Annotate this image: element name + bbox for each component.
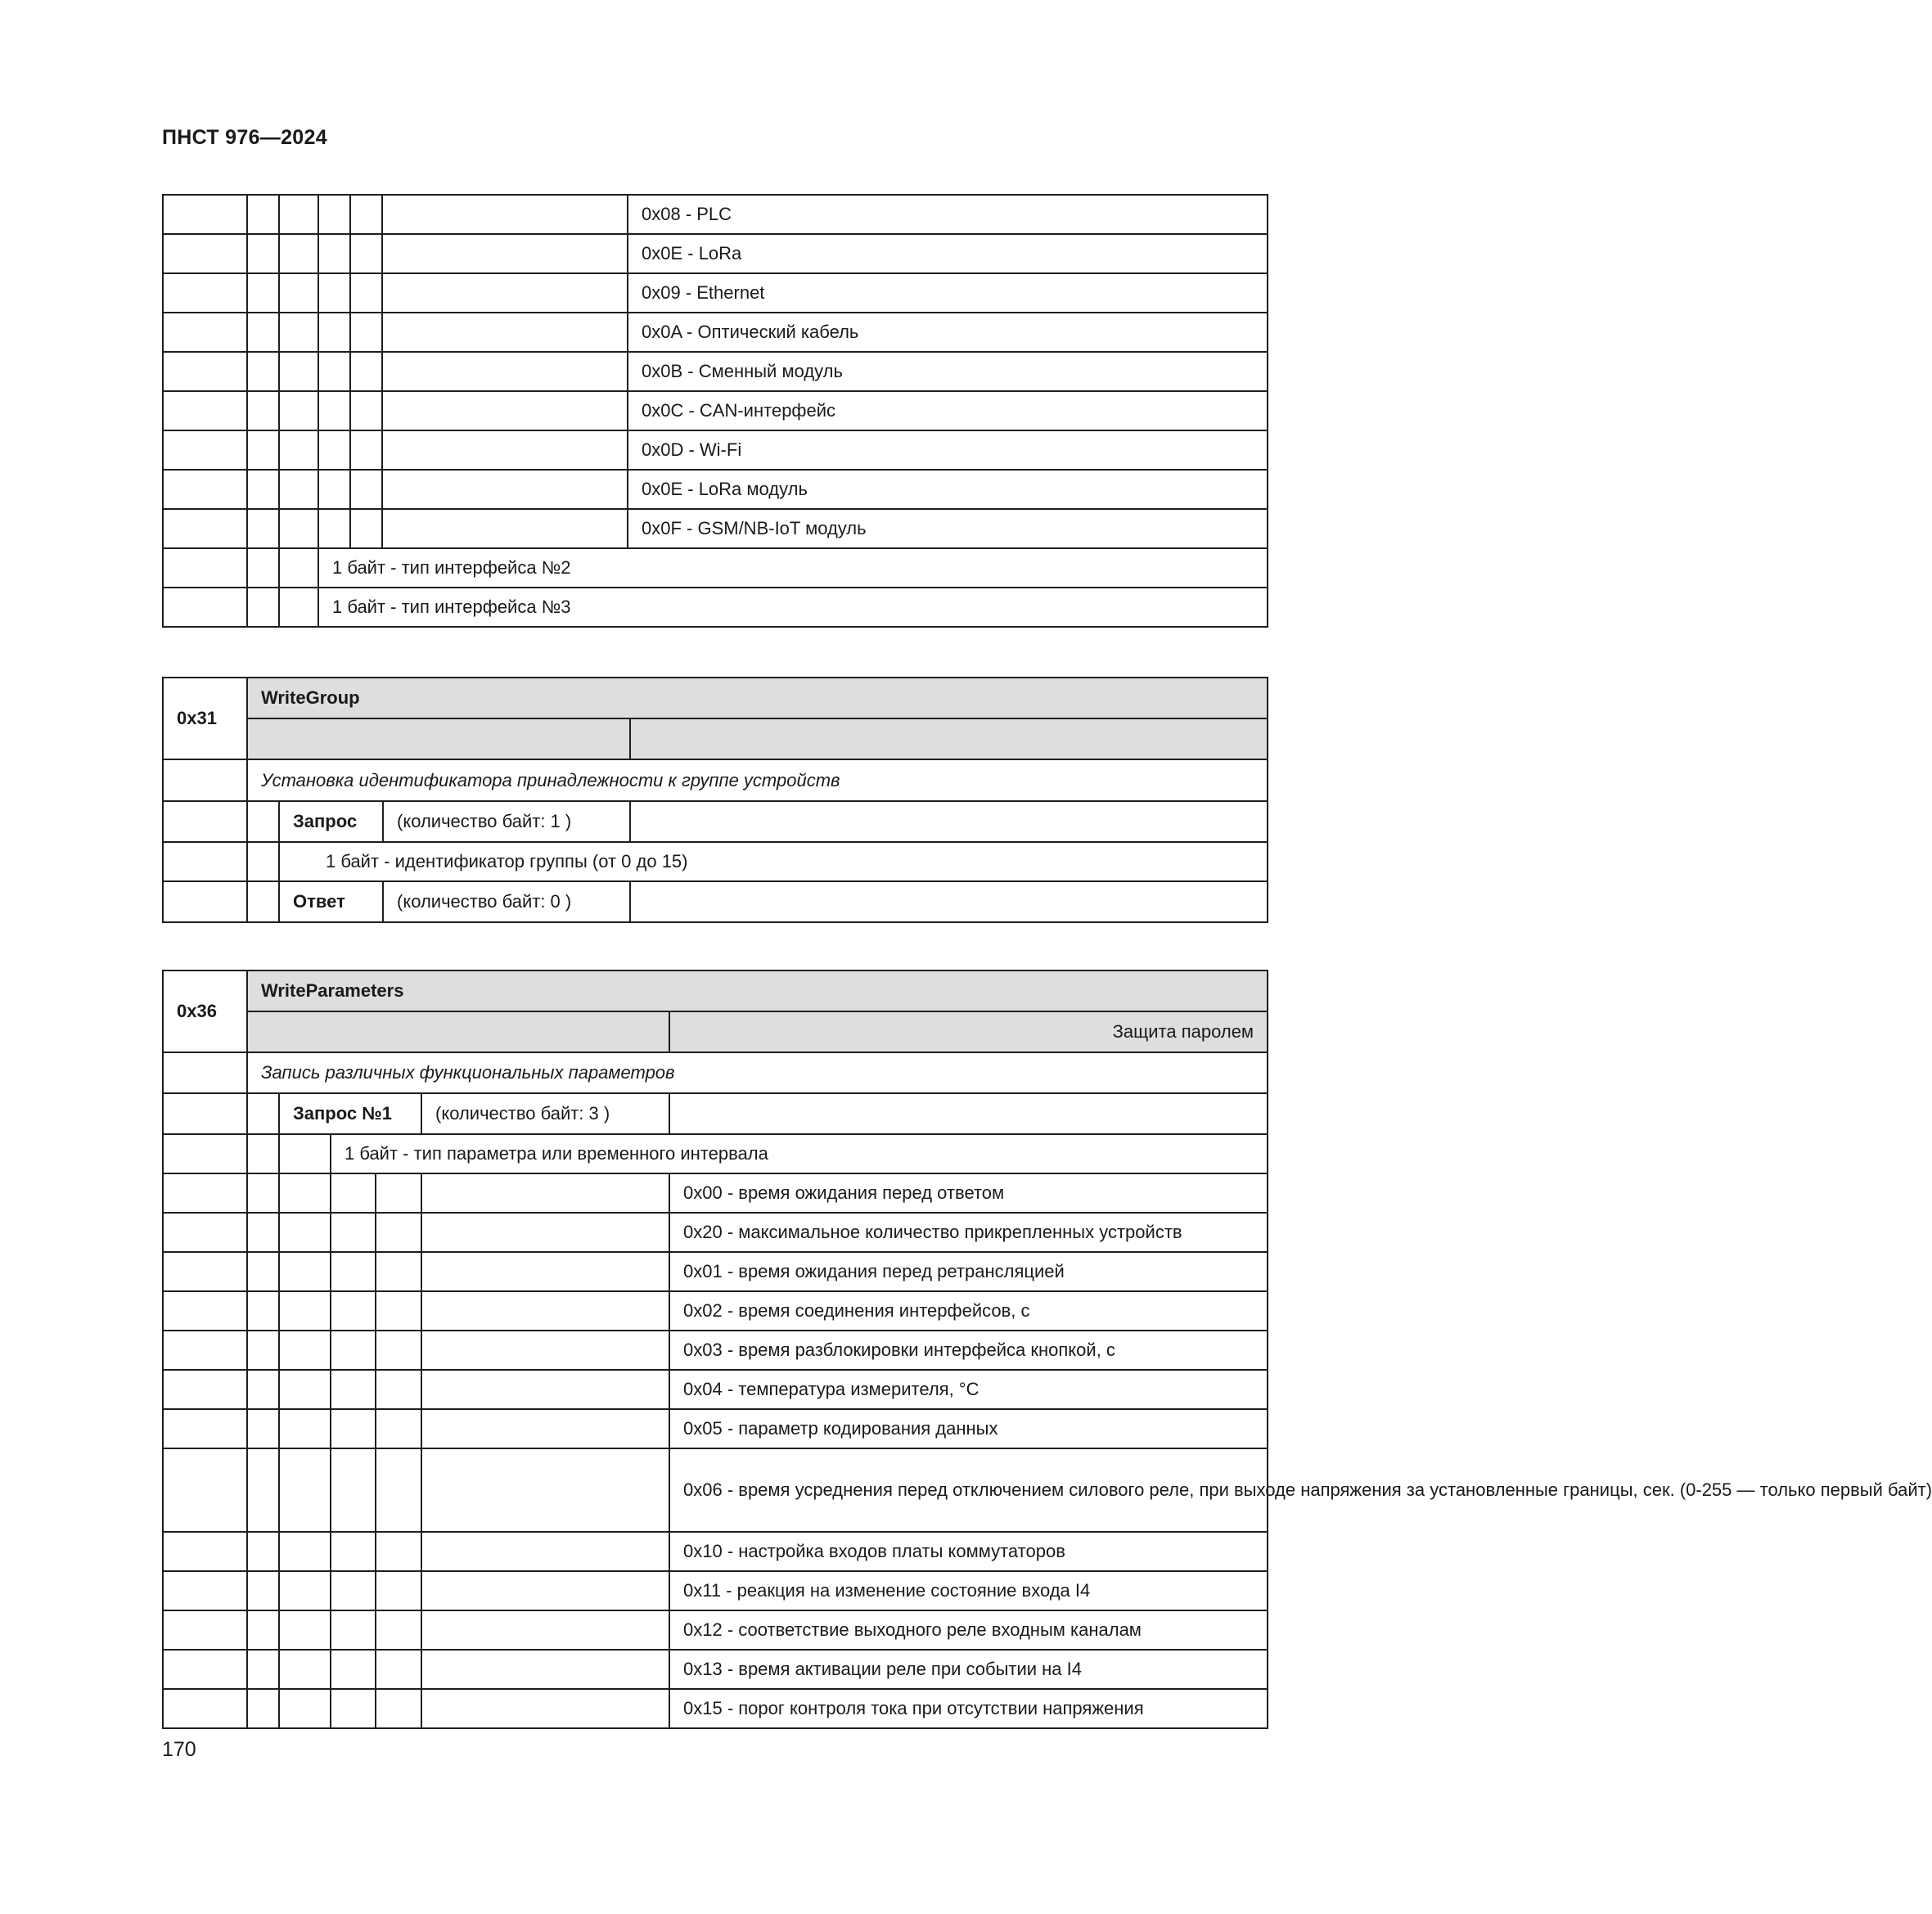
request-field: 1 байт - идентификатор группы (от 0 до 15) bbox=[279, 842, 1268, 881]
parameter-code: 0x02 - время соединения интерфейсов, с bbox=[669, 1291, 1268, 1331]
command-description: Запись различных функциональных параметров bbox=[247, 1052, 1268, 1093]
table-row bbox=[163, 1370, 1268, 1409]
response-bytes: (количество байт: 0 ) bbox=[383, 881, 630, 922]
parameter-code: 0x12 - соответствие выходного реле входным каналам bbox=[669, 1610, 1268, 1650]
parameter-code: 0x04 - температура измерителя, °С bbox=[669, 1370, 1268, 1409]
command-name: WriteParameters bbox=[247, 971, 1268, 1011]
table-row bbox=[163, 678, 1268, 718]
table-row bbox=[163, 588, 1268, 627]
write-parameters-table bbox=[162, 970, 1932, 1729]
table-row bbox=[163, 1093, 1268, 1134]
command-code: 0x31 bbox=[163, 678, 247, 759]
interface-code: 0x09 - Ethernet bbox=[628, 273, 1268, 313]
parameter-code: 0x03 - время разблокировки интерфейса кнопкой, с bbox=[669, 1331, 1268, 1370]
parameter-code: 0x11 - реакция на изменение состояние входа I4 bbox=[669, 1571, 1268, 1610]
table-row bbox=[163, 1213, 1268, 1252]
interface-code: 0x0A - Оптический кабель bbox=[628, 313, 1268, 352]
table-row bbox=[163, 195, 1268, 234]
table-row bbox=[163, 352, 1268, 391]
parameter-code: 0x06 - время усреднения перед отключением силового реле, при выходе напряжения за установленные границы, сек. (0-255 — только первый байт) bbox=[669, 1448, 1268, 1532]
interface-code: 0x0D - Wi-Fi bbox=[628, 430, 1268, 470]
interface-code: 0x0F - GSM/NB-IoT модуль bbox=[628, 509, 1268, 548]
table-row bbox=[163, 1532, 1268, 1571]
table-row bbox=[163, 273, 1268, 313]
parameter-code: 0x15 - порог контроля тока при отсутствии напряжения bbox=[669, 1689, 1268, 1728]
table-row bbox=[163, 1571, 1268, 1610]
table-row bbox=[163, 1650, 1268, 1689]
table-row bbox=[163, 234, 1268, 273]
parameter-code: 0x20 - максимальное количество прикрепленных устройств bbox=[669, 1213, 1268, 1252]
param-type-field: 1 байт - тип параметра или временного интервала bbox=[331, 1134, 1268, 1173]
table-row bbox=[163, 1331, 1268, 1370]
interface-code: 0x0E - LoRa модуль bbox=[628, 470, 1268, 509]
request-label: Запрос bbox=[279, 801, 383, 842]
request-bytes: (количество байт: 1 ) bbox=[383, 801, 630, 842]
request-bytes: (количество байт: 3 ) bbox=[421, 1093, 669, 1134]
table-row bbox=[163, 1173, 1268, 1213]
table-row bbox=[163, 1689, 1268, 1728]
page-number: 170 bbox=[162, 1738, 196, 1761]
password-protection: Защита паролем bbox=[669, 1011, 1268, 1052]
table-row bbox=[163, 971, 1268, 1011]
table-row bbox=[163, 391, 1268, 430]
table-row bbox=[163, 718, 1268, 759]
table-row bbox=[163, 509, 1268, 548]
table-row bbox=[163, 1252, 1268, 1291]
table-row bbox=[163, 1409, 1268, 1448]
parameter-code: 0x01 - время ожидания перед ретрансляцией bbox=[669, 1252, 1268, 1291]
table-row bbox=[163, 1134, 1268, 1173]
table-row bbox=[163, 881, 1268, 922]
table-row bbox=[163, 801, 1268, 842]
table-row bbox=[163, 842, 1268, 881]
interface-2-field: 1 байт - тип интерфейса №2 bbox=[318, 548, 1268, 588]
parameter-code: 0x13 - время активации реле при событии на I4 bbox=[669, 1650, 1268, 1689]
table-row bbox=[163, 430, 1268, 470]
interface-code: 0x0E - LoRa bbox=[628, 234, 1268, 273]
table-row bbox=[163, 1291, 1268, 1331]
parameter-code: 0x10 - настройка входов платы коммутаторов bbox=[669, 1532, 1268, 1571]
request-label: Запрос №1 bbox=[279, 1093, 421, 1134]
table-row bbox=[163, 1610, 1268, 1650]
table-row bbox=[163, 470, 1268, 509]
table-row bbox=[163, 313, 1268, 352]
interface-types-table bbox=[162, 194, 1268, 628]
interface-code: 0x08 - PLC bbox=[628, 195, 1268, 234]
parameter-code: 0x05 - параметр кодирования данных bbox=[669, 1409, 1268, 1448]
table-row bbox=[163, 1011, 1268, 1052]
command-name: WriteGroup bbox=[247, 678, 1268, 718]
document-header: ПНСТ 976—2024 bbox=[162, 126, 327, 149]
command-description: Установка идентификатора принадлежности к группе устройств bbox=[247, 759, 1268, 801]
interface-3-field: 1 байт - тип интерфейса №3 bbox=[318, 588, 1268, 627]
command-code: 0x36 bbox=[163, 971, 247, 1052]
parameter-code: 0x00 - время ожидания перед ответом bbox=[669, 1173, 1268, 1213]
table-row bbox=[163, 1448, 1268, 1532]
interface-code: 0x0C - CAN-интерфейс bbox=[628, 391, 1268, 430]
interface-code: 0x0B - Сменный модуль bbox=[628, 352, 1268, 391]
table-row bbox=[163, 548, 1268, 588]
table-row bbox=[163, 1052, 1268, 1093]
table-row bbox=[163, 759, 1268, 801]
write-group-table bbox=[162, 677, 1268, 923]
response-label: Ответ bbox=[279, 881, 383, 922]
